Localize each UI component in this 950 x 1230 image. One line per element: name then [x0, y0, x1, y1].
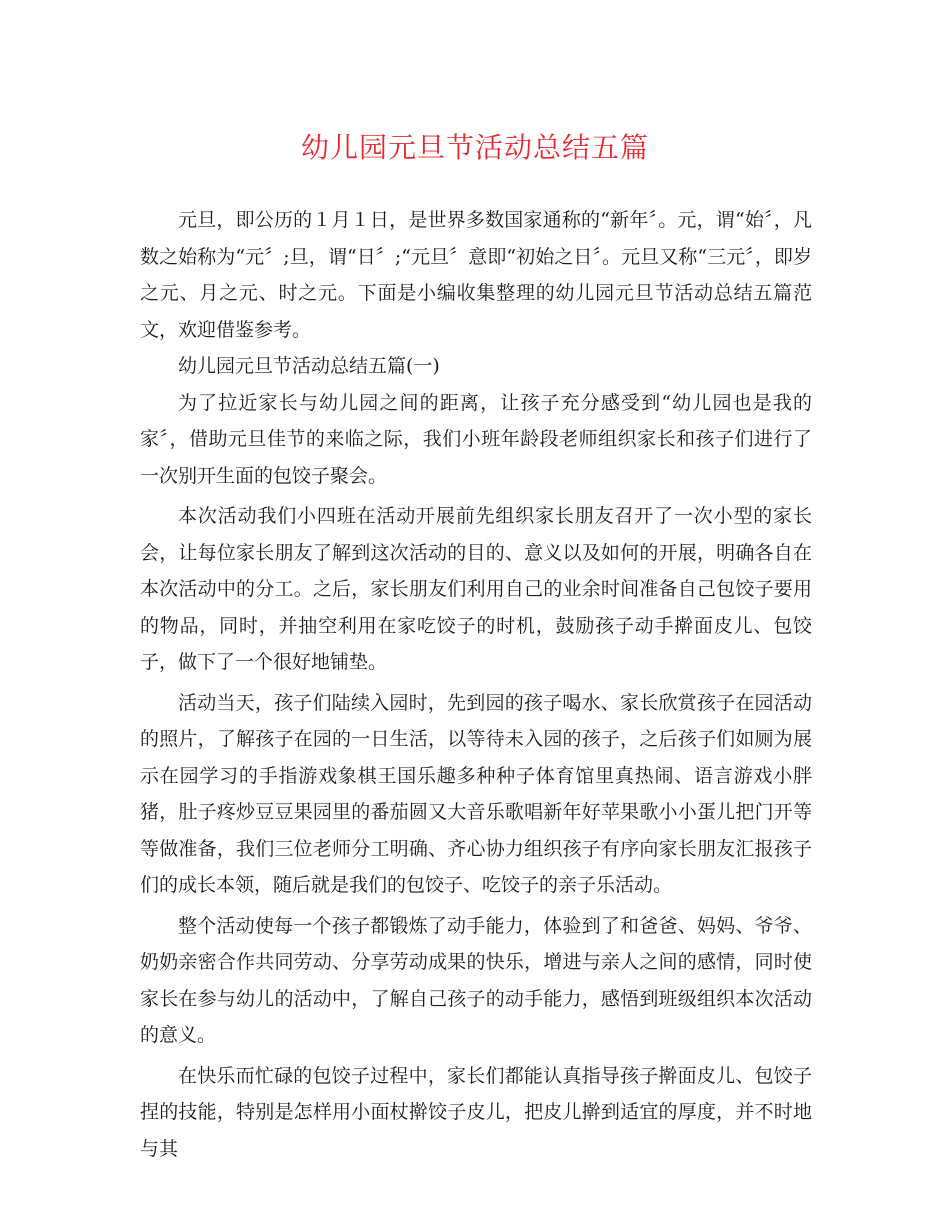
- paragraph: 本次活动我们小四班在活动开展前先组织家长朋友召开了一次小型的家长会，让每位家长朋友了解到这次活动的目的、意义以及如何的开展，明确各自在本次活动中的分工。之后，家长朋友们利用自己的业余时间准备自己包饺子要用的物品，同时，并抽空利用在家吃饺子的时机，鼓励孩子动手擀面皮儿、包饺子，做下了一个很好地铺垫。: [140, 505, 812, 673]
- paragraph: 活动当天，孩子们陆续入园时，先到园的孩子喝水、家长欣赏孩子在园活动的照片，了解孩子在园的一日生活，以等待未入园的孩子，之后孩子们如厕为展示在园学习的手指游戏象棋王国乐趣多种种子体育馆里真热闹、语言游戏小胖猪，肚子疼炒豆豆果园里的番茄圆又大音乐歌唱新年好苹果歌小小蛋儿把门开等等做准备，我们三位老师分工明确、齐心协力组织孩子有序向家长朋友汇报孩子们的成长本领，随后就是我们的包饺子、吃饺子的亲子乐活动。: [140, 691, 812, 896]
- paragraph: 为了拉近家长与幼儿园之间的距离，让孩子充分感受到“幼儿园也是我的家〞，借助元旦佳节的来临之际，我们小班年龄段老师组织家长和孩子们进行了一次别开生面的包饺子聚会。: [140, 391, 812, 487]
- paragraph: 整个活动使每一个孩子都锻炼了动手能力，体验到了和爸爸、妈妈、爷爷、奶奶亲密合作共同劳动、分享劳动成果的快乐，增进与亲人之间的感情，同时使家长在参与幼儿的活动中，了解自己孩子的动手能力，感悟到班级组织本次活动的意义。: [140, 914, 812, 1046]
- paragraph: 在快乐而忙碌的包饺子过程中，家长们都能认真指导孩子擀面皮儿、包饺子捏的技能，特别是怎样用小面杖擀饺子皮儿，把皮儿擀到适宜的厚度，并不时地与其: [140, 1064, 812, 1160]
- document-body: [140, 202, 812, 1167]
- section-heading: 幼儿园元旦节活动总结五篇(一): [178, 355, 440, 377]
- page-title: 幼儿园元旦节活动总结五篇: [300, 131, 649, 164]
- paragraph-intro: 元旦，即公历的１月１日，是世界多数国家通称的“新年〞。元，谓“始〞，凡数之始称为“元〞;旦，谓“日〞;“元旦〞意即“初始之日〞。元旦又称“三元〞，即岁之元、月之元、时之元。下面是小编收集整理的幼儿园元旦节活动总结五篇范文，欢迎借鉴参考。: [140, 209, 812, 341]
